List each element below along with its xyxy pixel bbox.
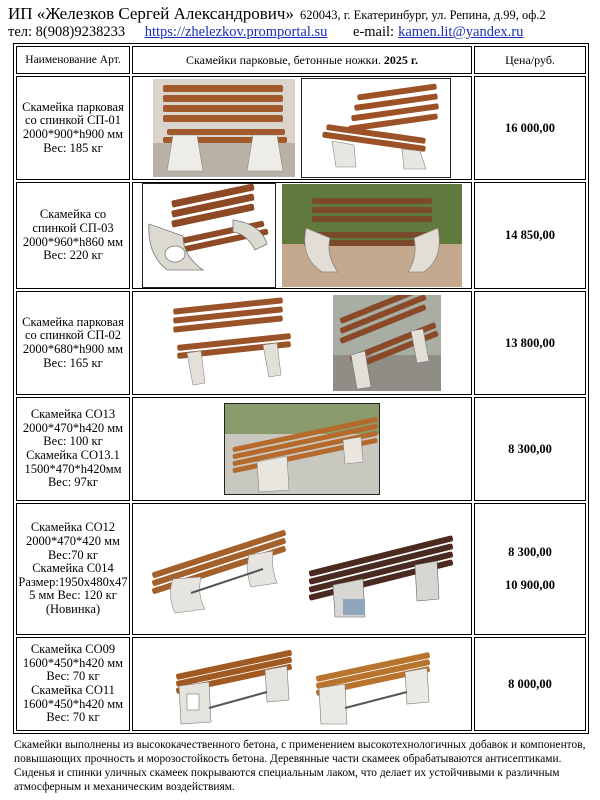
phone: тел: 8(908)9238233 — [8, 24, 126, 40]
price-value: 8 300,00 — [508, 441, 552, 456]
bench-photo — [169, 642, 297, 726]
bench-photo — [303, 519, 459, 619]
company-name: ИП «Железков Сергей Александрович» — [8, 4, 294, 23]
bench-photo — [224, 403, 380, 495]
bench-photo — [142, 183, 276, 288]
bench-photo — [311, 642, 435, 726]
table-row — [16, 503, 586, 635]
price-value: 8 300,00 — [508, 545, 552, 559]
price-cell — [474, 291, 586, 395]
company-address: 620043, г. Екатеринбург, ул. Репина, д.99, оф.2 — [299, 8, 546, 22]
column-header-price: Цена/руб. — [474, 46, 586, 74]
product-images-cell — [132, 637, 472, 731]
price-cell — [474, 182, 586, 289]
bench-photo — [301, 78, 451, 178]
footer-description: Скамейки выполнены из высококачественного бетона, с применением высокотехнологичных добавок и компонентов, повышающих прочность и морозостойкость бетона. Деревянные части скамеек обрабатываются антисептиками. Сиденья и спинки уличных скамеек покрываются специальным лаком, что делает их устойчивыми к различным атмосферным и механическим воздействиям. — [14, 739, 586, 793]
table-row — [16, 397, 586, 501]
email-label: e-mail: — [353, 24, 395, 40]
bench-photo — [282, 184, 462, 287]
header-line-2 — [8, 24, 523, 41]
bench-photo — [153, 79, 295, 177]
price-cell — [474, 397, 586, 501]
table-header-row — [16, 46, 586, 74]
bench-photo — [163, 295, 299, 391]
price-table — [13, 43, 589, 734]
table-row — [16, 637, 586, 731]
column-header-description — [132, 46, 472, 74]
product-images-cell — [132, 291, 472, 395]
price-value: 8 000,00 — [508, 676, 552, 691]
column-header-name: Наименование Арт. — [16, 46, 130, 74]
product-images-cell — [132, 182, 472, 289]
table-row — [16, 291, 586, 395]
price-cell — [474, 76, 586, 180]
product-images-cell — [132, 503, 472, 635]
price-value: 16 000,00 — [505, 120, 555, 135]
price-value: 14 850,00 — [505, 228, 555, 242]
website-link[interactable]: https://zhelezkov.promportal.su — [144, 24, 328, 40]
product-images-cell — [132, 76, 472, 180]
email-link[interactable]: kamen.lit@yandex.ru — [398, 24, 524, 40]
price-value: 13 800,00 — [505, 335, 555, 350]
product-images-cell — [132, 397, 472, 501]
bench-photo — [333, 295, 441, 391]
table-row — [16, 76, 586, 180]
price-value: 10 900,00 — [505, 578, 555, 592]
product-name-cell: Скамейка СО12 2000*470*420 мм Вес:70 кг Скамейка С014 Размер:1950х480х47 5 мм Вес: 120 кг (Новинка) — [16, 503, 130, 635]
table-row — [16, 182, 586, 289]
product-name-cell: Скамейка со спинкой СП-03 2000*960*h860 мм Вес: 220 кг — [16, 182, 130, 289]
product-name-cell: Скамейка СО13 2000*470*h420 мм Вес: 100 кг Скамейка СО13.1 1500*470*h420мм Вес: 97кг — [16, 397, 130, 501]
price-cell — [474, 637, 586, 731]
price-cell — [474, 503, 586, 635]
product-name-cell: Скамейка парковая со спинкой СП-02 2000*680*h900 мм Вес: 165 кг — [16, 291, 130, 395]
product-name-cell: Скамейка СО09 1600*450*h420 мм Вес: 70 кг Скамейка СО11 1600*450*h420 мм Вес: 70 кг — [16, 637, 130, 731]
bench-photo — [145, 519, 293, 619]
description-prefix: Скамейки парковые, бетонные ножки. — [186, 53, 381, 67]
header-line-1 — [8, 4, 596, 24]
product-name-cell: Скамейка парковая со спинкой СП-01 2000*900*h900 мм Вес: 185 кг — [16, 76, 130, 180]
description-year: 2025 г. — [383, 53, 418, 67]
